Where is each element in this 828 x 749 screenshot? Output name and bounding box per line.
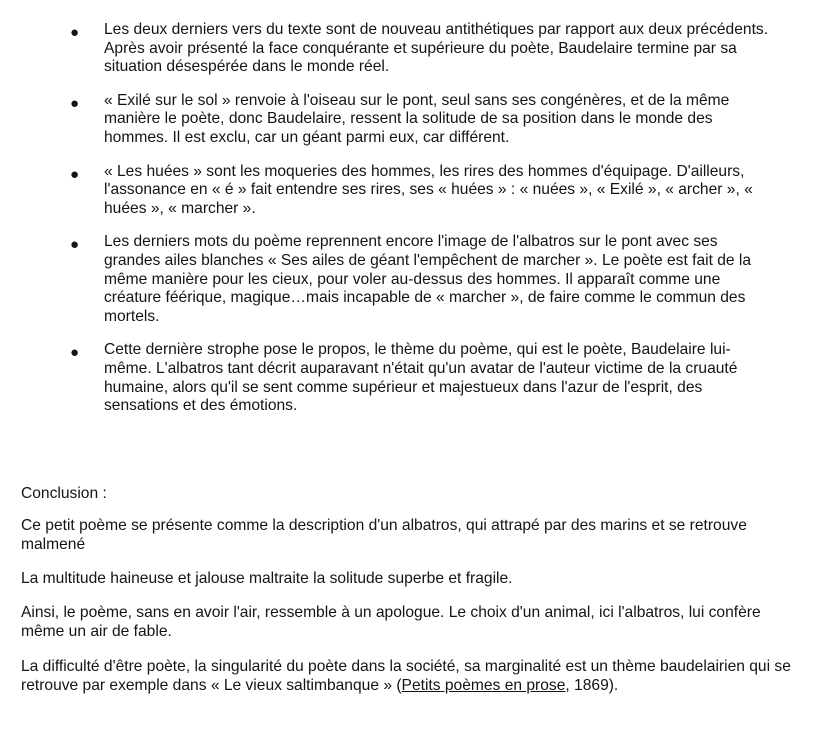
bullet-item-antithesis — [60, 21, 770, 77]
bullet-item-last-stanza — [60, 341, 770, 415]
bullet-item-exile — [60, 92, 770, 148]
bullet-item-huees — [60, 163, 770, 219]
conclusion-paragraph-4-text: La difficulté d'être poète, la singularité du poète dans la société, sa marginalité est un thème baudelairien qui se retrouve par exemple dans « Le vieux saltimbanque » ( — [21, 658, 791, 694]
conclusion-paragraph-1: Ce petit poème se présente comme la description d'un albatros, qui attrapé par des marins et se retrouve malmené — [21, 517, 747, 553]
analysis-bullet-list — [60, 21, 770, 416]
bullet-icon: ● — [70, 24, 80, 41]
bullet-text: Les deux derniers vers du texte sont de nouveau antithétiques par rapport aux deux précédents. Après avoir présenté la face conquérante et supérieure du poète, Baudelaire termine par sa situation désespérée dans le monde réel. — [104, 21, 769, 76]
bullet-icon: ● — [70, 165, 80, 183]
conclusion-paragraph-4-end: 1869). — [569, 676, 619, 694]
conclusion-paragraph-3: Ainsi, le poème, sans en avoir l'air, ressemble à un apologue. Le choix d'un animal, ici l'albatros, lui confère même un air de fable. — [21, 604, 761, 640]
bullet-icon: ● — [70, 94, 80, 112]
bullet-icon: ● — [70, 236, 80, 254]
conclusion-paragraph-2: La multitude haineuse et jalouse maltraite la solitude superbe et fragile. — [21, 570, 513, 587]
bullet-text: Cette dernière strophe pose le propos, le thème du poème, qui est le poète, Baudelaire lui-même. L'albatros tant décrit auparavant n'était qu'un avatar de l'auteur victime de la cruauté humaine, alors qu'il se sent comme supérieur et majestueux dans l'azur de l'esprit, des sensations et des émotions. — [104, 341, 738, 415]
bullet-text: Les derniers mots du poème reprennent encore l'image de l'albatros sur le pont avec ses grandes ailes blanches « Ses ailes de géant l'empêchent de marcher ». Le poète est fait de la même manière pour les cieux, pour voler au-dessus des hommes. Il apparaît comme une créature féérique, magique…mais incapable de « marcher », de faire comme le commun des mortels. — [104, 233, 752, 325]
bullet-text: « Exilé sur le sol » renvoie à l'oiseau sur le pont, seul sans ses congénères, et de la même manière le poète, donc Baudelaire, ressent la solitude de sa position dans le monde des hommes. Il est exclu, car un géant parmi eux, car différent. — [104, 91, 730, 146]
bullet-text: « Les huées » sont les moqueries des hommes, les rires des hommes d'équipage. D'ailleurs, l'assonance en « é » fait entendre ses rires, ses « huées » : « nuées », « Exilé », « archer », « huées », « marcher ». — [104, 162, 753, 217]
conclusion-paragraph-4 — [21, 658, 791, 695]
conclusion-heading: Conclusion : — [21, 485, 107, 502]
bullet-icon: ● — [70, 344, 80, 362]
bullet-item-last-words — [60, 233, 770, 326]
book-title-link[interactable]: Petits poèmes en prose, — [401, 676, 570, 694]
